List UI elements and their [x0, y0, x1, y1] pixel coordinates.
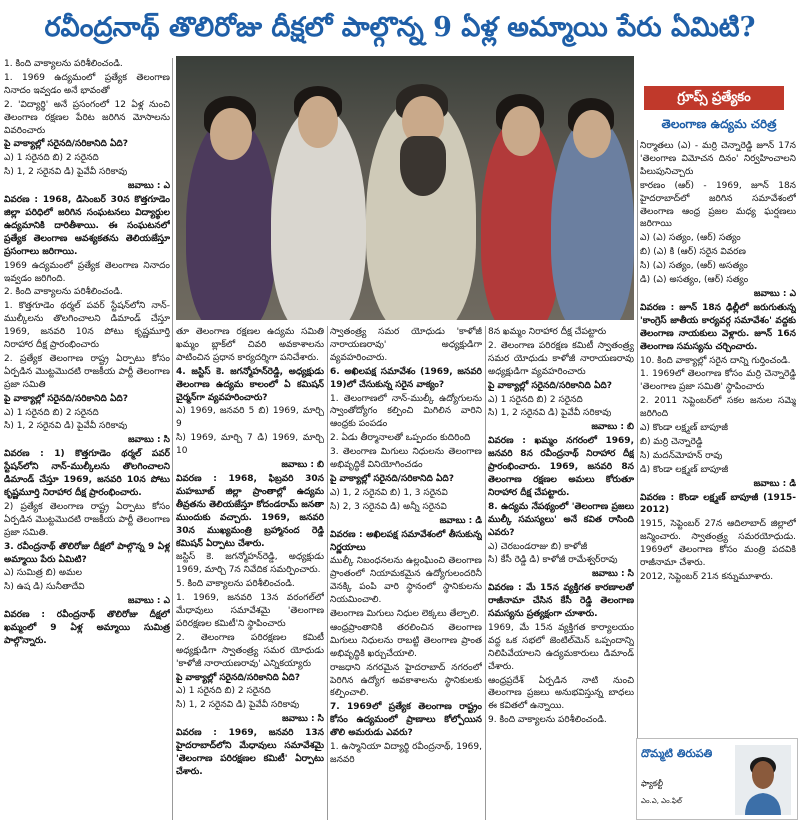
paragraph: సి) 1, 2 సరైనవి డి) పైవేవీ సరికావు [488, 408, 612, 419]
paragraph: వివరణ : 1969, జనవరి 13న హైదరాబాద్‌లోని మేధావులు సమావేశమై 'తెలంగాణ పరిరక్షణల కమిటీ' ఏర్పాటు చేశారు. [176, 728, 324, 777]
paragraph: కారణం (ఆర్) - 1969, జూన్ 18న హైదరాబాద్‌లో జరిగిన సమావేశంలో తెలంగాణ ఆంధ్ర ప్రజల మధ్య ఘర్షణలు జరిగాయి [640, 180, 796, 230]
paragraph: జస్టిస్ కె. జగన్మోహన్‌రెడ్డి, అధ్యక్షుడు 1969, మార్చి 7న నివేదిక సమర్పించారు. [176, 552, 324, 576]
paragraph: 1. కింది వాక్యాలను పరిశీలించండి. [4, 59, 123, 69]
paragraph: 2. ఏడు తీర్మానాలతో ఒప్పందం కుదిరింది [330, 433, 471, 444]
paragraph: జవాబు : డి [753, 478, 796, 489]
paragraph: సి) ఉష డి) సునీతాదేవి [4, 582, 85, 593]
paragraph: 5. కింది వాక్యాలను పరిశీలించండి. [176, 579, 295, 590]
paragraph: వివరణ : 1968, ఫిబ్రవరి 30న మహబూబ్ జిల్లా ప్రాంతాల్లో ఉద్యమ తీవ్రతను తెలియజేస్తూ కోదండరామ్ జనతా ముందుకు వచ్చారు. 1969, జనవరి 30న ముఖ్యమంత్రి బ్రహ్మానంద రెడ్డి కమిషన్ ఏర్పాటు చేశారు. [176, 473, 324, 549]
paragraph: 9. కింది వాక్యాలను పరిశీలించండి. [488, 715, 607, 726]
paragraph: సి) కేసీ రెడ్డి డి) కాళోజీ రామేశ్వర్‌రావు [488, 555, 618, 566]
paragraph: వివరణ : 1) కొత్తగూడెం థర్మల్ పవర్ స్టేషన్‌లోని నాన్-ముల్కీలను తొలగించాలని డిమాండ్ చేస్తూ 1969, జనవరి 10న పోటు కృష్ణమూర్తి నిరాహార దీక్ష ప్రారంభించారు. [4, 449, 170, 498]
paragraph: జవాబు : సి [127, 435, 170, 446]
paragraph: 2. 2011 సెప్టెంబర్‌లో సకల జనుల సమ్మె జరిగింది [640, 396, 796, 420]
paragraph: సి) 1, 2 సరైనవి డి) పైవేవీ సరికావు [4, 421, 128, 432]
author-avatar [735, 745, 791, 815]
column-3 [330, 326, 482, 820]
paragraph: ఎ) 1 సరైనది బి) 2 సరైనది [176, 686, 271, 697]
paragraph: వివరణ : జూన్ 18న ఢిల్లీలో జరుగుతున్న 'కాంగ్రెస్ జాతీయ కార్యవర్గ సమావేశం' వద్దకు తెలంగాణ నాయకులు వెళ్లారు. జూన్ 16న తెలంగాణ సమస్యను చర్చించారు. [640, 302, 796, 352]
paragraph: 1. 1969 ఉద్యమంలో ప్రత్యేక తెలంగాణ నినాదం ఇవ్వడం అనే భావంతో [4, 72, 170, 96]
column-1 [4, 58, 170, 820]
paragraph: జవాబు : సి [281, 714, 324, 725]
paragraph: జవాబు : బి [591, 422, 634, 433]
paragraph: డి) కొండా లక్ష్మణ్ బాపూజీ [640, 464, 729, 475]
paragraph: జవాబు : ఎ [753, 288, 796, 299]
paragraph: 7. 1969లో ప్రత్యేక తెలంగాణ రాష్ట్రం కోసం ఉద్యమంలో ప్రాణాలు కోల్పోయిన తొలి అమరుడు ఎవరు? [330, 702, 482, 739]
paragraph: సి) 2, 3 సరైనవి డి) అన్నీ సరైనవి [330, 501, 447, 512]
paragraph: 3. రవీంద్రనాథ్ తొలిరోజు దీక్షలో పాల్గొన్న 9 ఏళ్ల అమ్మాయి పేరు ఏమిటి? [4, 541, 170, 565]
paragraph: తెలంగాణ మిగులు నిధుల లెక్కలు తేల్చాలి. [330, 609, 480, 620]
paragraph: ఎ) సుమిత్ర బి) అమల [4, 568, 83, 579]
author-box [636, 738, 798, 820]
paragraph: పై వాక్యాల్లో సరైనది/సరికానిది ఏది? [488, 380, 612, 391]
paragraph: సి) 1969, మార్చి 7 డి) 1969, మార్చి 10 [176, 433, 324, 457]
page-headline: రవీంద్రనాథ్ తొలిరోజు దీక్షలో పాల్గొన్న 9 ఏళ్ల అమ్మాయి పేరు ఏమిటి? [44, 12, 756, 43]
paragraph: ఎ) 1 సరైనది బి) 2 సరైనది [4, 407, 99, 418]
author-role: ఫ్యాకల్టీ [641, 779, 663, 788]
paragraph: ముల్కీ నిబంధనలను ఉల్లంఘించి తెలంగాణ ప్రాంతంలో నియామకమైన ఉద్యోగులందరినీ వెనక్కి పంపి వారి స్థానంలో స్థానికులను నియమించాలి. [330, 556, 482, 606]
paragraph: ఎ) (ఎ) సత్యం, (ఆర్) సత్యం [640, 233, 741, 244]
paragraph: వివరణ : మే 15న వ్యక్తిగత కారణాలతో రాజీనామా చేసిన కేసీ రెడ్డి తెలంగాణ సమస్యను ప్రత్యక్షంగా చూశారు. [488, 583, 634, 620]
paragraph: 2. ప్రత్యేక తెలంగాణ రాష్ట్ర ఏర్పాటు కోసం ఏర్పడిన మొట్టమొదటి రాజకీయ పార్టీ తెలంగాణ ప్రజా సమితి [4, 353, 170, 390]
paragraph: ఎ) 1969, జనవరి 5 బి) 1969, మార్చి 9 [176, 406, 324, 430]
paragraph: స్వాతంత్ర్య సమర యోధుడు 'కాళోజీ నారాయణరావు' అధ్యక్షుడిగా వ్యవహరించారు. [330, 327, 482, 363]
paragraph: 10. కింది వాక్యాల్లో సరైన దాన్ని గుర్తించండి. [640, 355, 791, 366]
paragraph: 1969, మే 15న వ్యక్తిగత కార్యాలయం వద్ద ఒక సభలో జెంటిల్‌మెన్ ఒప్పందాన్ని నిలిపివేయాలని ఉద్యమకారులు డిమాండ్ చేశారు. [488, 622, 634, 672]
historical-photo [176, 56, 634, 320]
paragraph: 1. 1969, జనవరి 13న వరంగల్‌లో మేధావులు సమావేశమై 'తెలంగాణ పరిరక్షణల కమిటీ'ని స్థాపించారు [176, 593, 324, 629]
paragraph: 1915, సెప్టెంబర్ 27న ఆదిలాబాద్ జిల్లాలో జన్మించారు. స్వాతంత్ర్య సమరయోధుడు. 1969లో తెలంగాణ కోసం మంత్రి పదవికి రాజీనామా చేశారు. [640, 519, 796, 569]
paragraph: 8న ఖమ్మం నిరాహార దీక్ష చేపట్టారు [488, 327, 607, 337]
paragraph: 4. జస్టిస్ కె. జగన్మోహన్‌రెడ్డి, అధ్యక్షుడు తెలంగాణ ఉద్యమ కాలంలో ఏ కమిషన్ చైర్మన్‌గా వ్యవహరించారు? [176, 366, 324, 403]
paragraph: సి) 1, 2 సరైనవి డి) పైవేవీ సరికావు [176, 700, 300, 711]
column-2 [176, 326, 324, 820]
paragraph: ఎ) 1 సరైనది బి) 2 సరైనది [488, 394, 583, 405]
paragraph: డి) (ఎ) అసత్యం, (ఆర్) సత్యం [640, 275, 749, 286]
paragraph: పై వాక్యాల్లో సరైనది/సరికానిది ఏది? [4, 393, 128, 404]
paragraph: పై వాక్యాల్లో సరైనది/సరికానిది ఏది? [330, 473, 454, 484]
paragraph: వివరణ : ఖమ్మం నగరంలో 1969, జనవరి 8న రవీంద్రనాథ్ నిరాహార దీక్ష ప్రారంభించారు. 1969, జనవరి 8న తెలంగాణ రక్షణల అమలు కోరుతూ నిరాహార దీక్ష చేపట్టారు. [488, 436, 634, 498]
paragraph: 6. అఖిలపక్ష సమావేశం (1969, జనవరి 19)లో చేసుకున్న సరైన వాక్యం? [330, 366, 482, 390]
paragraph: నిర్మాతలు (ఎ) - మర్రి చెన్నారెడ్డి జూన్ 17న 'తెలంగాణ విమోచన దినం' నిర్వహించాలని పిలుపునిచ్చారు [640, 141, 796, 177]
paragraph: 2. తెలంగాణ పరిరక్షణ కమిటీ స్వాతంత్ర్య సమర యోధుడు కాళోజీ నారాయణరావు అధ్యక్షుడిగా వ్యవహరించారు [488, 340, 634, 377]
author-credentials: ఎం.ఎ, ఎం.ఫిల్ [641, 797, 682, 805]
paragraph: జవాబు : డి [439, 515, 482, 526]
paragraph: జవాబు : సి [591, 569, 634, 580]
paragraph: బి) (ఎ) కి (ఆర్) సరైన వివరణ [640, 247, 746, 258]
paragraph: 1969 ఉద్యమంలో ప్రత్యేక తెలంగాణ నినాదం ఇవ్వడం జరిగింది. [4, 260, 170, 284]
paragraph: వివరణ : రవీంద్రనాథ్ తొలిరోజు దీక్షలో ఖమ్మంలో 9 ఏళ్ల అమ్మాయి సుమిత్ర పాల్గొన్నారు. [4, 610, 170, 646]
paragraph: 2012, సెప్టెంబర్ 21న కన్నుమూశారు. [640, 572, 774, 582]
paragraph: 1. కొత్తగూడెం థర్మల్ పవర్ స్టేషన్‌లోని నాన్-ముల్కీలను తొలగించాలని డిమాండ్ చేస్తూ 1969, జనవరి 10న పోటు కృష్ణమూర్తి నిరాహార దీక్ష ప్రారంభించారు [4, 301, 170, 351]
paragraph: ఎ) కొండా లక్ష్మణ్ బాపూజీ [640, 423, 728, 434]
section-subtitle: తెలంగాణ ఉద్యమ చరిత్ర [661, 117, 777, 131]
paragraph: రాజధాని నగరమైన హైదరాబాద్ నగరంలో పెరిగిన ఉద్యోగ అవకాశాలను స్థానికులకు కల్పించాలి. [330, 662, 482, 699]
paragraph: 1. ఉస్మానియా విద్యార్థి రవీంద్రనాథ్, 1969, జనవరి [330, 742, 482, 765]
paragraph: సి) మదన్‌మోహన్ రావు [640, 450, 723, 461]
paragraph: పై వాక్యాల్లో సరైనది/సరికానిది ఏది? [176, 672, 300, 683]
paragraph: సి) 1, 2 సరైనవి డి) పైవేవీ సరికావు [4, 167, 128, 178]
paragraph: జవాబు : ఎ [127, 596, 170, 607]
paragraph: 1. 1969లో తెలంగాణ కోసం మర్రి చెన్నారెడ్డి 'తెలంగాణ ప్రజా సమితి' స్థాపించారు [640, 369, 796, 393]
paragraph: పై వాక్యాల్లో సరైనది/సరికానిది ఏది? [4, 139, 128, 150]
paragraph: 8. ఉద్యమ నేపథ్యంలో 'తెలంగాణ ప్రజలు ముల్కీ సమస్యలు' అనే కవిత రాసింది ఎవరు? [488, 501, 634, 538]
paragraph: 2. 'విద్యార్థి' అనే ప్రసంగంలో 12 ఏళ్ల నుంచి తెలంగాణ రక్షణల పేరిట జరిగిన మోసాలను వివరించారు [4, 99, 170, 136]
section-tag: గ్రూప్స్ ప్రత్యేకం [644, 86, 784, 110]
paragraph: ఆంధ్రప్రాంతానికి తరలించిన తెలంగాణ మిగులు నిధులను రాబట్టి తెలంగాణ ప్రాంత అభివృద్ధికి ఖర్చుచేయాలి. [330, 622, 482, 659]
paragraph: 2. కింది వాక్యాలను పరిశీలించండి. [4, 287, 123, 298]
author-name: దొమ్మటి తిరుపతి [641, 747, 713, 760]
paragraph: ఎ) 1, 2 సరైనవి బి) 1, 3 సరైనవి [330, 487, 448, 498]
paragraph: 1. తెలంగాణలో నాన్-ముల్కీ ఉద్యోగులను స్వాంతోద్యోగం కల్పించి మిగిలిన వారిని ఆంధ్రకు పంపడం [330, 393, 482, 430]
paragraph: జవాబు : ఎ [127, 181, 170, 192]
paragraph: ఎ) చెరబండరాజు బి) కాళోజీ [488, 541, 588, 552]
paragraph: సి) (ఎ) సత్యం, (ఆర్) అసత్యం [640, 261, 748, 272]
paragraph: 2) ప్రత్యేక తెలంగాణ రాష్ట్ర ఏర్పాటు కోసం ఏర్పడిన మొట్టమొదటి రాజకీయ పార్టీ తెలంగాణ ప్రజా సమితి. [4, 501, 170, 538]
column-4 [488, 326, 634, 820]
paragraph: బి) మర్రి చెన్నారెడ్డి [640, 436, 703, 447]
paragraph: తూ తెలంగాణ రక్షణల ఉద్యమ సమితి ఖమ్మం బ్లాక్‌లో చివరి అవకాశాలను పాటించిన ప్రధాన కార్యదర్శిగా పనిచేశారు. [176, 327, 324, 363]
paragraph: ఆంధ్రప్రదేశ్ ఏర్పడిన నాటి నుంచి తెలంగాణ ప్రజలు అనుభవిస్తున్న బాధలు ఈ కవితలో ఉన్నాయి. [488, 675, 634, 712]
paragraph: వివరణ : 1968, డిసెంబర్ 30న కొత్తగూడెం జిల్లా పరిధిలో జరిగిన సంఘటనలు విద్యార్థుల ఉద్యమానికి దారితీశాయి. ఈ సంఘటనలో ప్రత్యేక తెలంగాణ ఆవశ్యకతను తెలియజేస్తూ ప్రసంగాలు జరిగాయి. [4, 195, 170, 257]
paragraph: జవాబు : బి [281, 460, 324, 471]
paragraph: 2. తెలంగాణ పరిరక్షణల కమిటీ అధ్యక్షుడిగా స్వాతంత్ర్య సమర యోధుడు 'కాళోజీ నారాయణరావు' ఎన్నికయ్యారు [176, 632, 324, 669]
paragraph: 3. తెలంగాణ మిగులు నిధులను తెలంగాణ అభివృద్ధికే వినియోగించడం [330, 447, 482, 471]
paragraph: ఎ) 1 సరైనది బి) 2 సరైనది [4, 153, 99, 164]
paragraph: వివరణ : అఖిలపక్ష సమావేశంలో తీసుకున్న నిర్ణయాలు [330, 529, 482, 553]
column-5 [640, 140, 796, 734]
paragraph: వివరణ : కొండా లక్ష్మణ్ బాపూజీ (1915-2012) [640, 492, 796, 516]
